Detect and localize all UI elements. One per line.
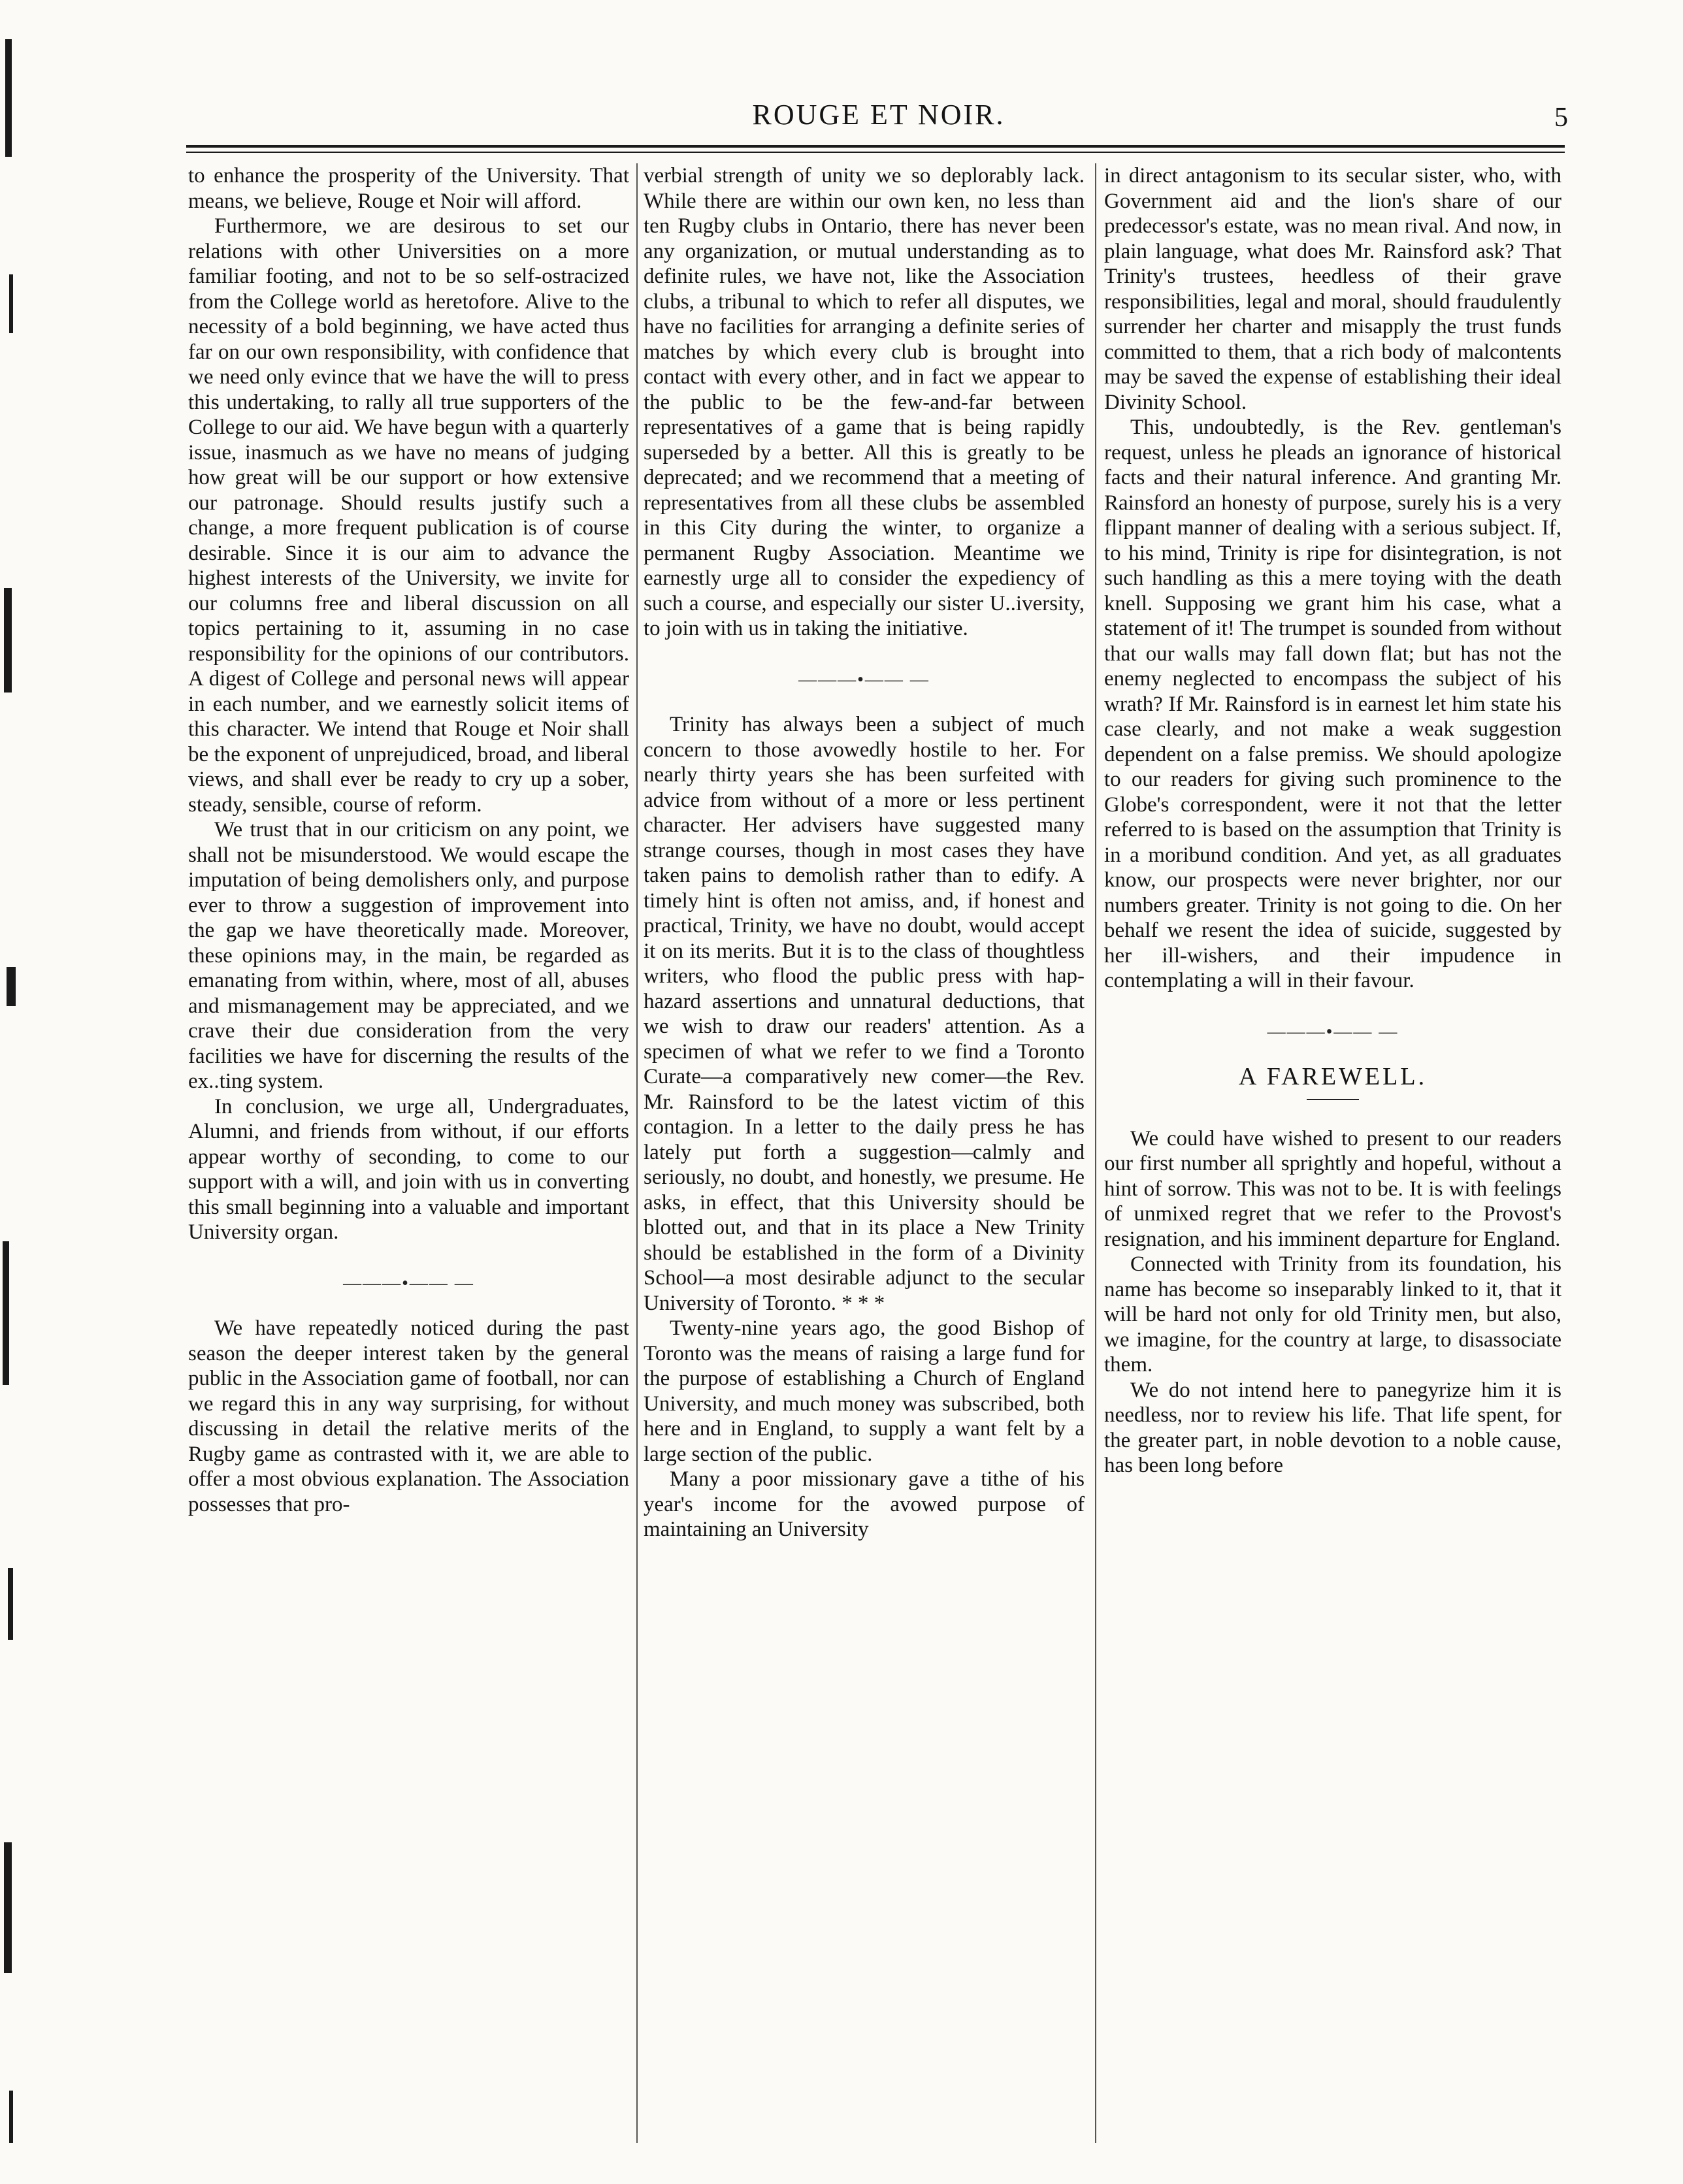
column-1: [188, 163, 629, 2143]
col3-paragraph: We could have wished to present to our readers our first number all sprightly and hopeful, without a hint of sorrow. This was not to be. It is with feelings of unmixed regret that we refer to the Provost's resignation, and his imminent departure for England.: [1104, 1126, 1561, 1251]
col1-paragraph: Furthermore, we are desirous to set our relations with other Universities on a more familiar footing, and not to be so self-ostracized from the College world as heretofore. Alive to the necessity of a bold beginning, we have acted thus far on our own responsibility, with confidence that we need only evince that we have the will to press this undertaking, to rally all true supporters of the College to our aid. We have begun with a quarterly issue, inasmuch as we have no means of judging how great will be our support or how extensive our patronage. Should results justify such a change, a more frequent publication is of course desirable. Since it is our aim to advance the highest interests of the University, we invite for our columns free and liberal discussion on all topics pertaining to it, assuming in no case responsibility for the opinions of our contributors. A digest of College and personal news will appear in each number, and we earnestly solicit items of this character. We intend that Rouge et Noir shall be the exponent of unprejudiced, broad, and liberal views, and shall ever be ready to cry up a sober, steady, sensible, course of reform.: [188, 214, 629, 817]
page-number: 5: [1554, 103, 1568, 133]
section-ornament: ———•—— —: [1267, 1021, 1399, 1042]
col2-paragraph: Many a poor missionary gave a tithe of his year's income for the avowed purpose of maintaining an University: [644, 1467, 1085, 1541]
header-rule-thin: [186, 152, 1565, 153]
col2-paragraph: verbial strength of unity we so deplorably lack. While there are within our own ken, no less than ten Rugby clubs in Ontario, there has never been any organization, or mutual understanding as to definite rules, we have not, like the Association clubs, a tribunal to which to refer all disputes, we have no facilities for arranging a definite series of matches by which every club is brought into contact with every other, and in fact we appear to the public to be the few-and-far between representatives of a game that is being rapidly superseded by a better. All this is greatly to be deprecated; and we recommend that a meeting of representatives from all these clubs be assembled in this City during the winter, to organize a permanent Rugby Association. Meantime we earnestly urge all to consider the expediency of such a course, and especially our sister U..iversity, to join with us in taking the initiative.: [644, 164, 1085, 640]
col3-paragraph: This, undoubtedly, is the Rev. gentleman's request, unless he pleads an ignorance of historical facts and their natural inference. And granting Mr. Rainsford an honesty of purpose, surely his is a very flippant manner of dealing with a serious subject. If, to his mind, Trinity is ripe for disintegration, is not such handling as this a mere toying with the death knell. Supposing we grant him his case, what a statement of it! The trumpet is sounded from without that our walls may fall down flat; but has not the enemy neglected to encompass the subject of his wrath? If Mr. Rainsford is in earnest let him state his case clearly, and not make a weak suggestion dependent on a false premiss. We should apologize to our readers for giving such prominence to the Globe's correspondent, were it not that the letter referred to is based on the assumption that Trinity is in a moribund condition. And yet, as all graduates know, our prospects were never brighter, nor our numbers greater. Trinity is not going to die. On her behalf we resent the idea of suicide, suggested by her ill-wishers, and their impudence in contemplating a will in their favour.: [1104, 416, 1561, 992]
farewell-heading: A FAREWELL.: [1238, 1063, 1428, 1090]
section-ornament: ———•—— —: [343, 1273, 474, 1294]
col1-paragraph: In conclusion, we urge all, Undergraduates, Alumni, and friends from without, if our efforts appear worthy of seconding, to come to our support with a will, and join with us in converting this small beginning into a valuable and important University organ.: [188, 1094, 629, 1244]
page-header: [189, 98, 1568, 144]
heading-rule: [1307, 1099, 1359, 1100]
col1-paragraph: to enhance the prosperity of the University. That means, we believe, Rouge et Noir will afford.: [188, 164, 629, 213]
col2-paragraph: Twenty-nine years ago, the good Bishop of Toronto was the means of raising a large fund for the purpose of establishing a Church of England University, and much money was subscribed, both here and in England, to supply a want felt by a large section of the public.: [644, 1316, 1085, 1466]
column-divider-2: [1095, 163, 1096, 2143]
col2-paragraph: Trinity has always been a subject of much concern to those avowedly hostile to her. For nearly thirty years she has been surfeited with advice from without of a more or less pertinent character. Her advisers have suggested many strange courses, though in most cases they have taken pains to demolish rather than to edify. A timely hint is often not amiss, and, if honest and practical, Trinity, we have no doubt, would accept it on its merits. But it is to the class of thoughtless writers, who flood the public press with hap-hazard assertions and unnatural deductions, that we wish to draw our readers' attention. As a specimen of what we refer to we find a Toronto Curate—a comparatively new comer—the Rev. Mr. Rainsford to be the latest victim of this contagion. In a letter to the daily press he has lately put forth a suggestion—calmly and seriously, no doubt, and honestly, we presume. He asks, in effect, that this University should be blotted out, and that in its place a New Trinity should be established in the form of a Divinity School—a most desirable adjunct to the secular University of Toronto. * * *: [644, 713, 1085, 1315]
running-title: ROUGE ET NOIR.: [752, 99, 1005, 131]
col3-paragraph: in direct antagonism to its secular sister, who, with Government aid and the lion's share of our predecessor's estate, was no mean rival. And now, in plain language, what does Mr. Rainsford ask? That Trinity's trustees, heedless of their grave responsibilities, legal and moral, should fraudulently surrender her charter and misapply the trust funds committed to them, that a rich body of malcontents may be saved the expense of establishing their ideal Divinity School.: [1104, 164, 1561, 414]
col3-paragraph: We do not intend here to panegyrize him it is needless, nor to review his life. That life spent, for the greater part, in noble devotion to a noble cause, has been long before: [1104, 1378, 1561, 1477]
column-3: [1104, 163, 1561, 2143]
col1-paragraph: We trust that in our criticism on any point, we shall not be misunderstood. We would escape the imputation of being demolishers only, and purpose ever to throw a suggestion of improvement into the gap we have theoretically made. Moreover, these opinions may, in the main, be regarded as emanating from within, where, most of all, abuses and mismanagement may be appreciated, and we crave their due consideration from the very facilities we have for discerning the results of the ex..ting system.: [188, 818, 629, 1093]
scan-edge-marks: [0, 0, 39, 2184]
header-rule-thick: [186, 145, 1565, 148]
column-divider-1: [636, 163, 638, 2143]
section-ornament: ———•—— —: [798, 669, 930, 690]
col3-paragraph: Connected with Trinity from its foundation, his name has become so inseparably linked to it, that it will be hard not only for old Trinity men, but also, we imagine, for the country at large, to disassociate them.: [1104, 1252, 1561, 1377]
col1-paragraph: We have repeatedly noticed during the past season the deeper interest taken by the general public in the Association game of football, nor can we regard this in any way surprising, for without discussing in detail the relative merits of the Rugby game as contrasted with it, we are able to offer a most obvious explanation. The Association possesses that pro-: [188, 1316, 629, 1516]
column-2: [644, 163, 1085, 2143]
